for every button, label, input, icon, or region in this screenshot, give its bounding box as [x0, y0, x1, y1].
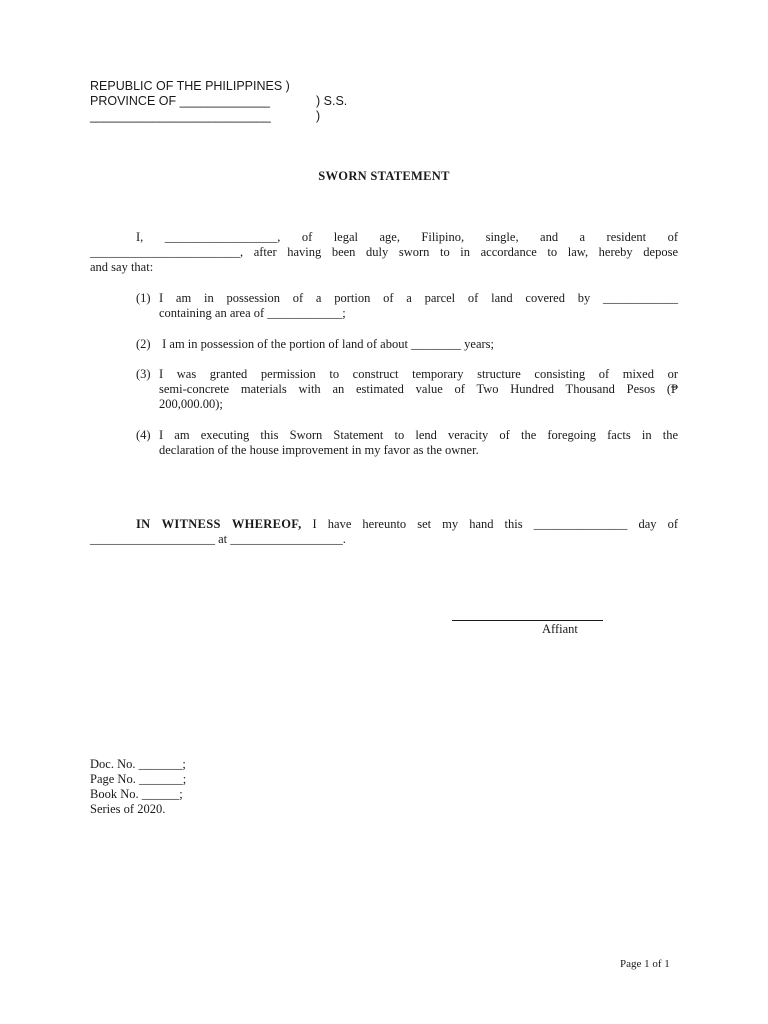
- notary-page-no: Page No. _______;: [90, 772, 187, 786]
- caption-republic-text: REPUBLIC OF THE PHILIPPINES ): [90, 79, 290, 93]
- item-3-line-1: [159, 367, 678, 382]
- caption-paren-text: ): [316, 109, 321, 123]
- document-title: SWORN STATEMENT: [318, 169, 450, 183]
- witness-rest-text: I have hereunto set my hand this _______________ day of: [301, 517, 679, 531]
- item-3-line-1-text: I was granted permission to construct temporary structure consisting of mixed or: [159, 367, 678, 381]
- caption-line-province: [90, 94, 348, 109]
- item-1-line-2: containing an area of ____________;: [159, 306, 346, 320]
- witness-bold-text: IN WITNESS WHEREOF,: [136, 517, 302, 531]
- notary-doc-no: Doc. No. _______;: [90, 757, 186, 771]
- notary-series: Series of 2020.: [90, 802, 166, 816]
- witness-line-1: [136, 517, 678, 532]
- witness-line-1-wrap: [136, 517, 678, 532]
- item-1-number: (1): [136, 291, 151, 305]
- item-4-line-1: [159, 428, 678, 443]
- item-4-line-2: declaration of the house improvement in my favor as the owner.: [159, 443, 479, 457]
- affiant-label: Affiant: [542, 622, 578, 636]
- caption-line-blank: [90, 109, 321, 124]
- page-number: Page 1 of 1: [620, 958, 670, 970]
- intro-line-1: [136, 230, 678, 245]
- notary-book-no: Book No. ______;: [90, 787, 183, 801]
- intro-line-2: [90, 245, 678, 260]
- notary-block: [90, 757, 186, 817]
- item-2-number: (2): [136, 337, 151, 351]
- item-1-line-1: [159, 291, 678, 306]
- item-2-line-1: I am in possession of the portion of land of about ________ years;: [159, 337, 495, 351]
- intro-line-1-text: I, __________________, of legal age, Filipino, single, and a resident of: [136, 230, 678, 244]
- intro-line-2-text: ________________________, after having been duly sworn to in accordance to law, hereby depose: [90, 245, 678, 259]
- caption-ss-text: ) S.S.: [316, 94, 348, 108]
- caption-line-republic: [90, 79, 290, 94]
- item-1-line-1-text: I am in possession of a portion of a parcel of land covered by ____________: [159, 291, 678, 305]
- case-caption: [90, 79, 348, 124]
- item-3-line-3: 200,000.00);: [159, 397, 223, 411]
- intro-line-3: and say that:: [90, 260, 154, 274]
- witness-line-2: ____________________ at __________________.: [90, 532, 346, 546]
- signature-line: [452, 620, 603, 621]
- item-4-number: (4): [136, 428, 151, 442]
- item-3-line-2: [159, 382, 678, 397]
- item-4-line-1-text: I am executing this Sworn Statement to lend veracity of the foregoing facts in the: [159, 428, 678, 442]
- caption-blank-text: __________________________: [90, 109, 271, 123]
- caption-province-text: PROVINCE OF _____________: [90, 94, 270, 108]
- item-3-line-2-text: semi-concrete materials with an estimated value of Two Hundred Thousand Pesos (₱: [159, 382, 678, 396]
- item-3-number: (3): [136, 367, 151, 381]
